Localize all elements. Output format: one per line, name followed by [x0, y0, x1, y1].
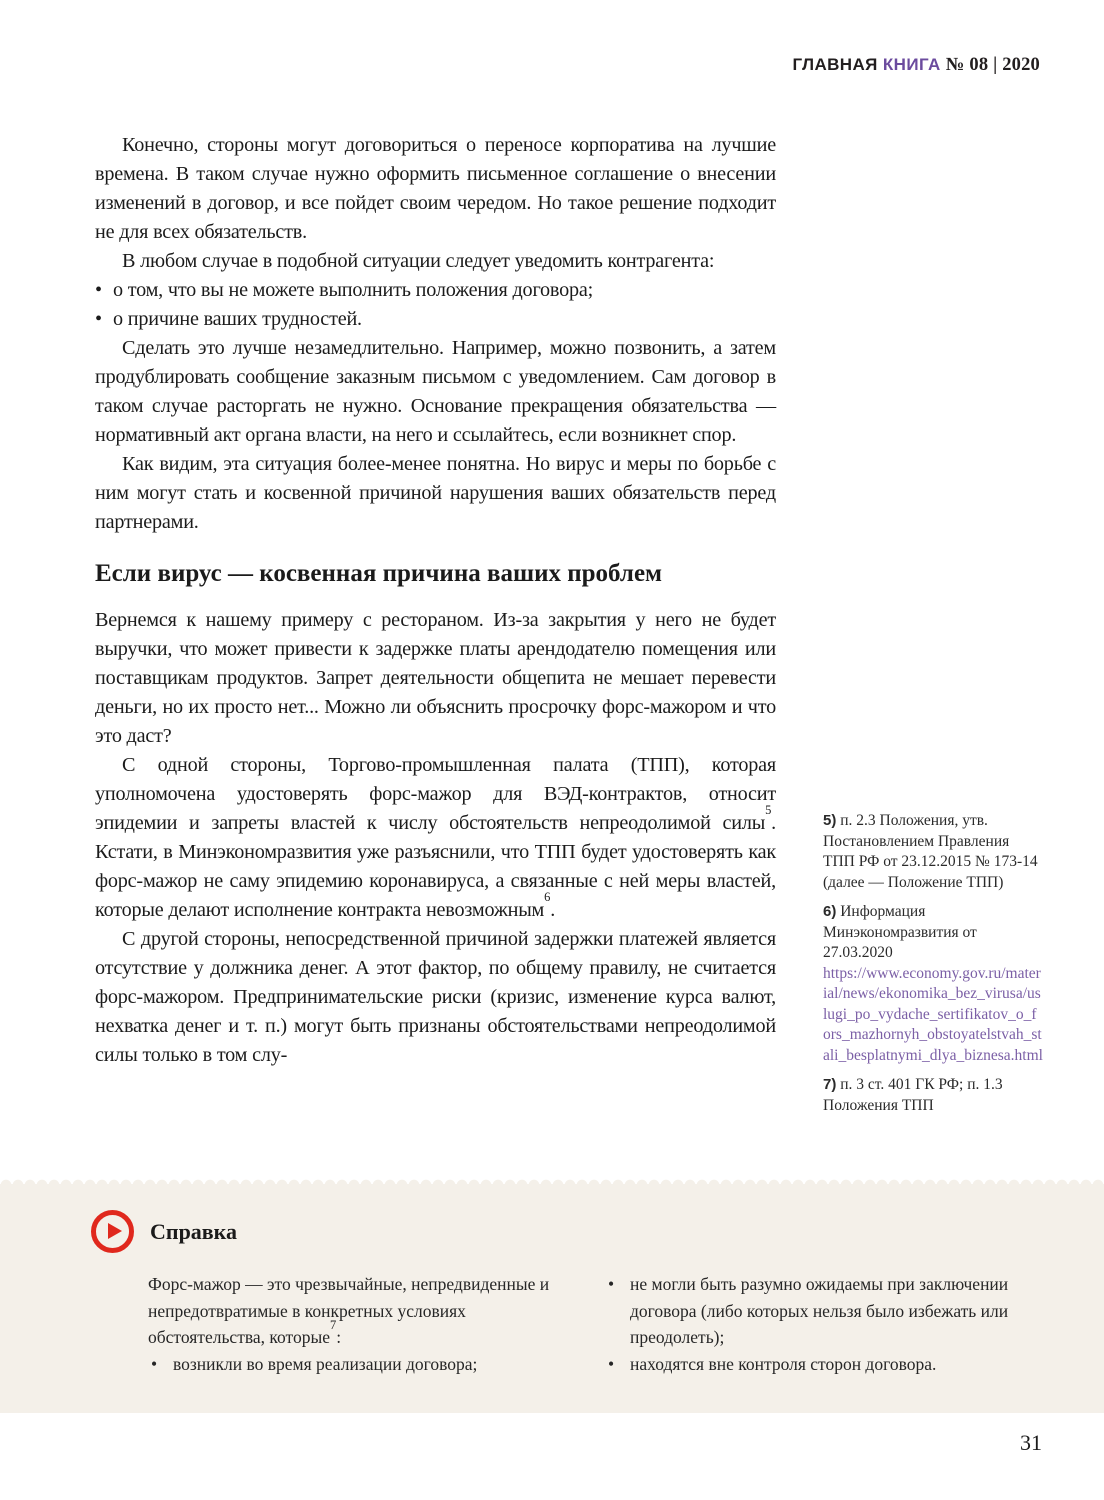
list-item: • о том, что вы не можете выполнить положения договора; [95, 276, 776, 305]
footnote-6 [823, 902, 1043, 1066]
paragraph: Конечно, стороны могут договориться о переносе корпоратива на лучшие времена. В таком случае нужно оформить письменное соглашение о внесении изменений в договор, и все пойдет своим чередом. Но такое решение подходит не для всех обязательств. [95, 134, 776, 243]
footnote-7 [823, 1075, 1043, 1116]
footnote-marker: 6) [823, 903, 837, 920]
paragraph: Как видим, эта ситуация более-менее понятна. Но вирус и меры по борьбе с ним могут стать и косвенной причиной нарушения ваших обязательств перед партнерами. [95, 453, 776, 533]
reference-intro-text: Форс-мажор — это чрезвычайные, непредвиденные и непредотвратимые в конкретных условиях обстоятельства, которые [148, 1274, 550, 1347]
reference-bullets-left [148, 1351, 563, 1378]
list-item: • возникли во время реализации договора; [148, 1351, 563, 1378]
play-triangle-icon [108, 1223, 122, 1239]
reference-box [0, 1184, 1104, 1413]
paragraph: Вернемся к нашему примеру с рестораном. Из-за закрытия у него не будет выручки, что может привести к задержке платы арендодателю помещения или поставщикам продуктов. Запрет деятельности общепита не мешает перевести деньги, но их просто нет... Можно ли объяснить просрочку форс-мажором и что это даст? [95, 609, 776, 747]
footnote-link[interactable]: https://www.economy.gov.ru/material/news/ekonomika_bez_virusa/uslugi_po_vydache_sertifikatov_o_fors_mazhornyh_obstoyatelstvah_stali_besplatnymi_dlya_biznesa.html [823, 964, 1043, 1064]
footnotes-sidebar [823, 811, 1043, 1125]
reference-intro [148, 1271, 563, 1351]
page-number: 31 [1020, 1430, 1042, 1455]
footnote-ref-7: 7 [329, 1318, 337, 1333]
footnote-text: Информация Минэкономразвития от 27.03.2020 [823, 903, 977, 961]
reference-title: Справка [150, 1218, 238, 1244]
notify-bullet-list [95, 276, 776, 334]
list-item: • о причине ваших трудностей. [95, 305, 776, 334]
paragraph: В любом случае в подобной ситуации следует уведомить контрагента: [122, 250, 715, 272]
reference-intro-colon: : [336, 1327, 342, 1347]
reference-column-left [148, 1271, 563, 1377]
footnote-marker: 7) [823, 1076, 837, 1093]
scalloped-edge [0, 1178, 1104, 1185]
section-heading: Если вирус — косвенная причина ваших проблем [95, 560, 663, 587]
paragraph-segment: С одной стороны, Торгово-промышленная палата (ТПП), которая уполномочена удостоверять форс-мажор для ВЭД-контрактов, относит эпидемии и запреты властей к числу обстоятельств непреодолимой силы [95, 754, 776, 834]
brand-name-main: ГЛАВНАЯ [792, 55, 878, 74]
paragraph-with-footnote-refs [95, 751, 776, 925]
magazine-header [793, 55, 1041, 76]
reference-header [91, 1210, 237, 1253]
paragraph-segment: . Кстати, в Минэкономразвития уже разъяснили, что ТПП будет удостоверять как форс-мажор не саму эпидемию коронавируса, а связанные с ней меры властей, которые делают исполнение контракта невозможным [95, 812, 776, 921]
brand-name-accent: КНИГА [882, 55, 941, 74]
paragraph-segment: . [550, 899, 556, 921]
list-item: • находятся вне контроля сторон договора. [605, 1351, 1010, 1378]
reference-columns [148, 1271, 1010, 1377]
article-body [95, 131, 776, 1070]
paragraph: С другой стороны, непосредственной причиной задержки платежей является отсутствие у должника денег. А этот фактор, по общему правилу, не считается форс-мажором. Предпринимательские риски (кризис, изменение курса валют, нехватка денег и т. п.) могут быть признаны обстоятельствами непреодолимой силы только в том слу- [95, 928, 776, 1066]
reference-column-right [605, 1271, 1010, 1377]
footnote-ref-5: 5 [765, 803, 772, 818]
issue-number: № 08 | 2020 [945, 55, 1040, 75]
footnote-text: п. 3 ст. 401 ГК РФ; п. 1.3 Положения ТПП [823, 1076, 1003, 1114]
reference-bullets-right [605, 1271, 1010, 1377]
list-item: • не могли быть разумно ожидаемы при заключении договора (либо которых нельзя было избежать или преодолеть); [605, 1271, 1010, 1351]
footnote-marker: 5) [823, 812, 837, 829]
footnote-ref-6: 6 [544, 890, 551, 905]
paragraph: Сделать это лучше незамедлительно. Например, можно позвонить, а затем продублировать сообщение заказным письмом с уведомлением. Сам договор в таком случае расторгать не нужно. Основание прекращения обязательства — нормативный акт органа власти, на него и ссылайтесь, если возникнет спор. [95, 337, 776, 446]
play-icon [91, 1210, 134, 1253]
footnote-5 [823, 811, 1043, 893]
footnote-text: п. 2.3 Положения, утв. Постановлением Правления ТПП РФ от 23.12.2015 № 173-14 (далее — Положение ТПП) [823, 812, 1038, 891]
